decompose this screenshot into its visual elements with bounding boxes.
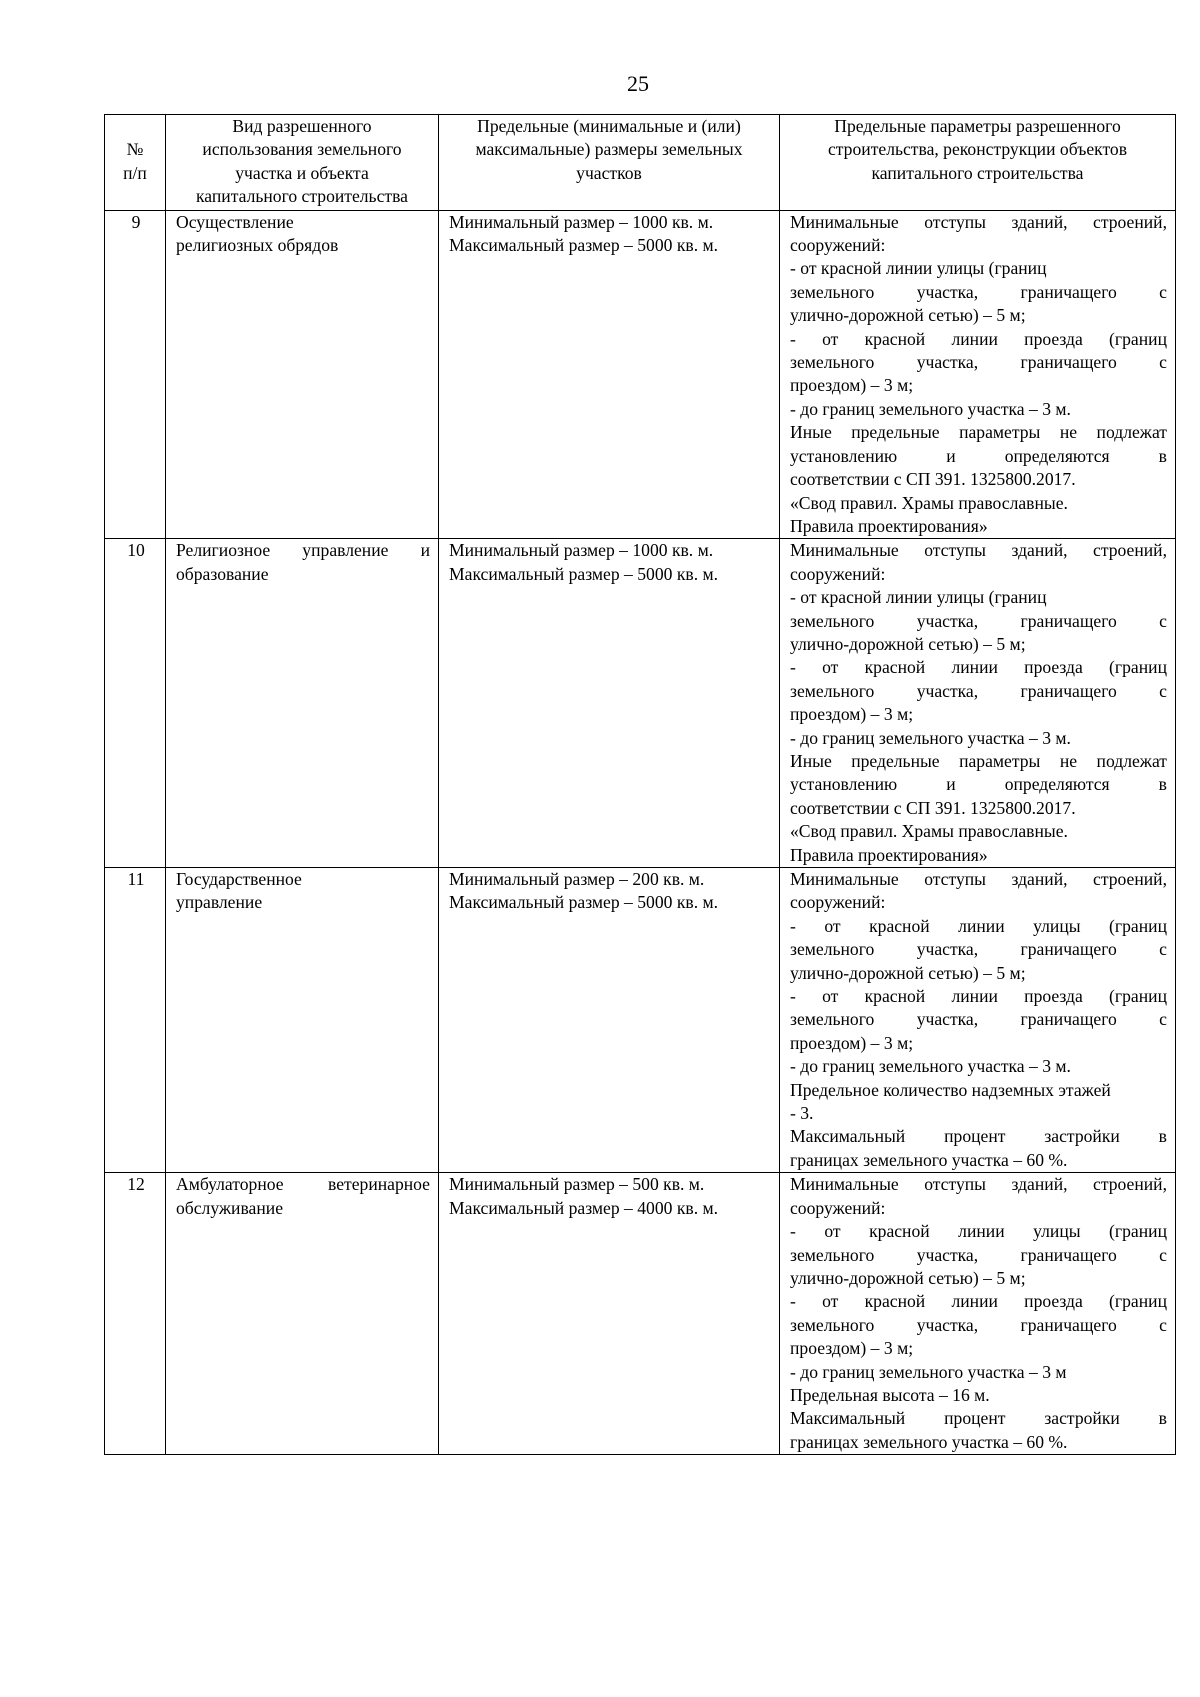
parameter-line: Предельное количество надземных этажей — [790, 1079, 1111, 1100]
header-params-line: капитального строительства — [871, 162, 1084, 183]
land-use-kind — [166, 210, 439, 539]
parameter-line: - до границ земельного участка – 3 м — [790, 1361, 1067, 1382]
parameter-line: Иные предельные параметры не подлежат — [790, 750, 1167, 771]
header-num-line: № — [126, 139, 144, 160]
row-number: 9 — [105, 210, 166, 539]
land-use-kind-line: управление — [176, 892, 263, 913]
header-num-line: п/п — [123, 162, 147, 183]
parameter-line: Минимальные отступы зданий, строений, — [790, 1174, 1167, 1195]
parameter-line: соответствии с СП 391. 1325800.2017. — [790, 797, 1076, 818]
parameter-line: границах земельного участка – 60 %. — [790, 1431, 1068, 1452]
land-use-kind-line: обслуживание — [176, 1197, 283, 1218]
row-number: 11 — [105, 868, 166, 1173]
land-use-kind-line: Осуществление — [176, 211, 294, 232]
land-use-kind-line: Амбулаторное ветеринарное — [176, 1174, 430, 1195]
construction-parameters — [780, 868, 1176, 1173]
table-row — [105, 868, 1176, 1173]
parameter-line: «Свод правил. Храмы православные. — [790, 492, 1068, 513]
parameter-line: сооружений: — [790, 892, 886, 913]
parameter-line: земельного участка, граничащего с — [790, 1009, 1167, 1030]
parameter-line: соответствии с СП 391. 1325800.2017. — [790, 469, 1076, 490]
parameter-line: установлению и определяются в — [790, 445, 1167, 466]
header-params — [780, 115, 1176, 211]
parameter-line: проездом) – 3 м; — [790, 375, 914, 396]
table-row — [105, 539, 1176, 868]
land-use-kind — [166, 868, 439, 1173]
regulations-table — [104, 114, 1176, 1455]
parameter-line: Минимальные отступы зданий, строений, — [790, 540, 1167, 561]
parameter-line: - до границ земельного участка – 3 м. — [790, 398, 1071, 419]
parameter-line: проездом) – 3 м; — [790, 1032, 914, 1053]
header-params-line: строительства, реконструкции объектов — [827, 139, 1128, 160]
plot-size-line: Максимальный размер – 5000 кв. м. — [449, 235, 719, 256]
plot-size-line: Минимальный размер – 1000 кв. м. — [449, 540, 714, 561]
parameter-line: Предельная высота – 16 м. — [790, 1384, 990, 1405]
parameter-line: сооружений: — [790, 1197, 886, 1218]
header-sizes-line: Предельные (минимальные и (или) — [477, 116, 741, 136]
parameter-line: - от красной линии улицы (границ — [790, 258, 1047, 279]
parameter-line: Правила проектирования» — [790, 844, 988, 865]
construction-parameters — [780, 1173, 1176, 1455]
parameter-line: Минимальные отступы зданий, строений, — [790, 869, 1167, 889]
land-use-kind — [166, 1173, 439, 1455]
header-sizes — [439, 115, 780, 211]
parameter-line: - от красной линии проезда (границ — [790, 657, 1167, 678]
plot-size-limits — [439, 539, 780, 868]
parameter-line: - от красной линии проезда (границ — [790, 1291, 1167, 1312]
plot-size-line: Максимальный размер – 5000 кв. м. — [449, 892, 719, 913]
parameter-line: земельного участка, граничащего с — [790, 680, 1167, 701]
land-use-kind-line: Государственное — [176, 869, 302, 889]
table-row — [105, 1173, 1176, 1455]
row-number: 10 — [105, 539, 166, 868]
parameter-line: улично-дорожной сетью) – 5 м; — [790, 1267, 1026, 1288]
parameter-line: Максимальный процент застройки в — [790, 1126, 1167, 1147]
parameter-line: Минимальные отступы зданий, строений, — [790, 211, 1167, 232]
plot-size-line: Максимальный размер – 4000 кв. м. — [449, 1197, 719, 1218]
parameter-line: «Свод правил. Храмы православные. — [790, 821, 1068, 842]
header-kind-line: использования земельного — [202, 139, 402, 160]
table-header-row — [105, 115, 1176, 211]
header-sizes-line: участков — [576, 162, 642, 183]
row-number: 12 — [105, 1173, 166, 1455]
parameter-line: улично-дорожной сетью) – 5 м; — [790, 305, 1026, 326]
land-use-kind — [166, 539, 439, 868]
header-sizes-line: максимальные) размеры земельных — [475, 139, 743, 160]
plot-size-limits — [439, 210, 780, 539]
header-kind-line: капитального строительства — [196, 186, 408, 207]
parameter-line: сооружений: — [790, 235, 886, 256]
land-use-kind-line: образование — [176, 563, 269, 584]
parameter-line: земельного участка, граничащего с — [790, 610, 1167, 631]
parameter-line: сооружений: — [790, 563, 886, 584]
header-kind — [166, 115, 439, 211]
construction-parameters — [780, 539, 1176, 868]
parameter-line: земельного участка, граничащего с — [790, 939, 1167, 960]
parameter-line: Максимальный процент застройки в — [790, 1408, 1167, 1429]
plot-size-limits — [439, 1173, 780, 1455]
parameter-line: - до границ земельного участка – 3 м. — [790, 1056, 1071, 1077]
construction-parameters — [780, 210, 1176, 539]
parameter-line: улично-дорожной сетью) – 5 м; — [790, 633, 1026, 654]
plot-size-line: Максимальный размер – 5000 кв. м. — [449, 563, 719, 584]
plot-size-limits — [439, 868, 780, 1173]
parameter-line: земельного участка, граничащего с — [790, 1314, 1167, 1335]
parameter-line: - от красной линии улицы (границ — [790, 915, 1167, 936]
parameter-line: улично-дорожной сетью) – 5 м; — [790, 962, 1026, 983]
header-kind-line: участка и объекта — [235, 162, 369, 183]
page-number: 25 — [627, 71, 649, 96]
plot-size-line: Минимальный размер – 500 кв. м. — [449, 1174, 705, 1195]
parameter-line: Правила проектирования» — [790, 515, 988, 536]
plot-size-line: Минимальный размер – 1000 кв. м. — [449, 211, 714, 232]
header-params-line: Предельные параметры разрешенного — [834, 116, 1121, 136]
parameter-line: - от красной линии проезда (границ — [790, 328, 1167, 349]
land-use-kind-line: религиозных обрядов — [176, 235, 339, 256]
parameter-line: проездом) – 3 м; — [790, 704, 914, 725]
parameter-line: - от красной линии улицы (границ — [790, 1221, 1167, 1242]
parameter-line: земельного участка, граничащего с — [790, 281, 1167, 302]
parameter-line: земельного участка, граничащего с — [790, 1244, 1167, 1265]
parameter-line: проездом) – 3 м; — [790, 1338, 914, 1359]
parameter-line: установлению и определяются в — [790, 774, 1167, 795]
land-use-kind-line: Религиозное управление и — [176, 540, 430, 561]
parameter-line: - от красной линии улицы (границ — [790, 587, 1047, 608]
parameter-line: - от красной линии проезда (границ — [790, 986, 1167, 1007]
plot-size-line: Минимальный размер – 200 кв. м. — [449, 869, 705, 889]
parameter-line: - 3. — [790, 1103, 814, 1124]
header-num — [105, 115, 166, 211]
table-row — [105, 210, 1176, 539]
parameter-line: Иные предельные параметры не подлежат — [790, 422, 1167, 443]
header-kind-line: Вид разрешенного — [232, 116, 372, 136]
parameter-line: - до границ земельного участка – 3 м. — [790, 727, 1071, 748]
parameter-line: границах земельного участка – 60 %. — [790, 1149, 1068, 1170]
parameter-line: земельного участка, граничащего с — [790, 352, 1167, 373]
